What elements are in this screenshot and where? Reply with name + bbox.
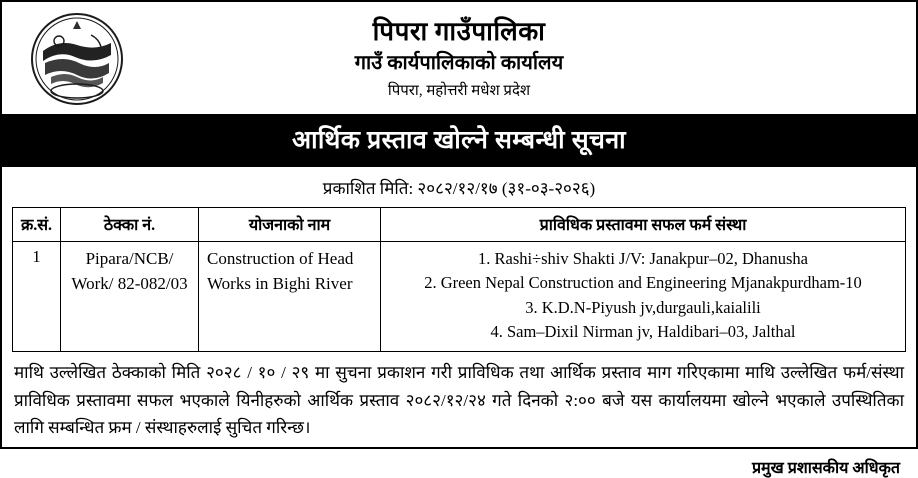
notice-table — [12, 207, 906, 352]
list-item: 3. K.D.N-Piyush jv,durgauli,kaialili — [525, 297, 761, 317]
organization-address: पिपरा, महोत्तरी मधेश प्रदेश — [387, 83, 531, 99]
column-header-sn: क्र.सं. — [13, 208, 61, 242]
table-row — [13, 242, 906, 352]
organization-name: पिपरा गाउँपालिका — [372, 16, 546, 46]
notice-body-text: माथि उल्लेखित ठेक्काको मिति २०२८ / १० / २९ मा सुचना प्रकाशन गरी प्राविधिक तथा आर्थिक प्रस्ताव माग गरिएकामा माथि उल्लेखित फर्म/संस्था प्राविधिक प्रस्तावमा सफल भएकाले यिनीहरुको आर्थिक प्रस्ताव २०८२/१२/२४ गते दिनको २:०० बजे यस कार्यालयमा खोल्ने भएकाले उपस्थितिका लागि सम्बन्धित फ्रम / संस्थाहरुलाई सुचित गरिन्छ। — [14, 363, 904, 438]
emblem-container — [2, 11, 152, 107]
notice-title: आर्थिक प्रस्ताव खोल्ने सम्बन्धी सूचना — [2, 114, 916, 167]
column-header-firms: प्राविधिक प्रस्तावमा सफल फर्म संस्था — [381, 208, 906, 242]
list-item: 2. Green Nepal Construction and Engineering Mjanakpurdham-10 — [424, 273, 862, 293]
firm-list — [387, 247, 899, 344]
list-item: 4. Sam–Dixil Nirman jv, Haldibari–03, Jalthal — [490, 321, 796, 341]
organization-office: गाउँ कार्यपालिकाको कार्यालय — [354, 52, 564, 74]
document-header — [2, 2, 916, 114]
cell-sn: 1 — [13, 242, 61, 352]
cell-plan-name: Construction of Head Works in Bighi River — [199, 242, 381, 352]
header-text-block — [152, 16, 916, 103]
published-date: प्रकाशित मिति: २०८२/१२/१७ (३१-०३-२०२६) — [322, 179, 596, 198]
cell-firms — [381, 242, 906, 352]
cell-contract-no: Pipara/NCB/ Work/ 82-082/03 — [61, 242, 199, 352]
notice-table-wrapper — [2, 207, 916, 352]
nepal-municipality-emblem-icon — [29, 11, 125, 107]
list-item: 1. Rashi÷shiv Shakti J/V: Janakpur–02, Dhanusha — [477, 249, 809, 268]
signature-designation: प्रमुख प्रशासकीय अधिकृत — [751, 459, 900, 477]
column-header-contract-no: ठेक्का नं. — [61, 208, 199, 242]
table-header-row — [13, 208, 906, 242]
column-header-plan-name: योजनाको नाम — [199, 208, 381, 242]
